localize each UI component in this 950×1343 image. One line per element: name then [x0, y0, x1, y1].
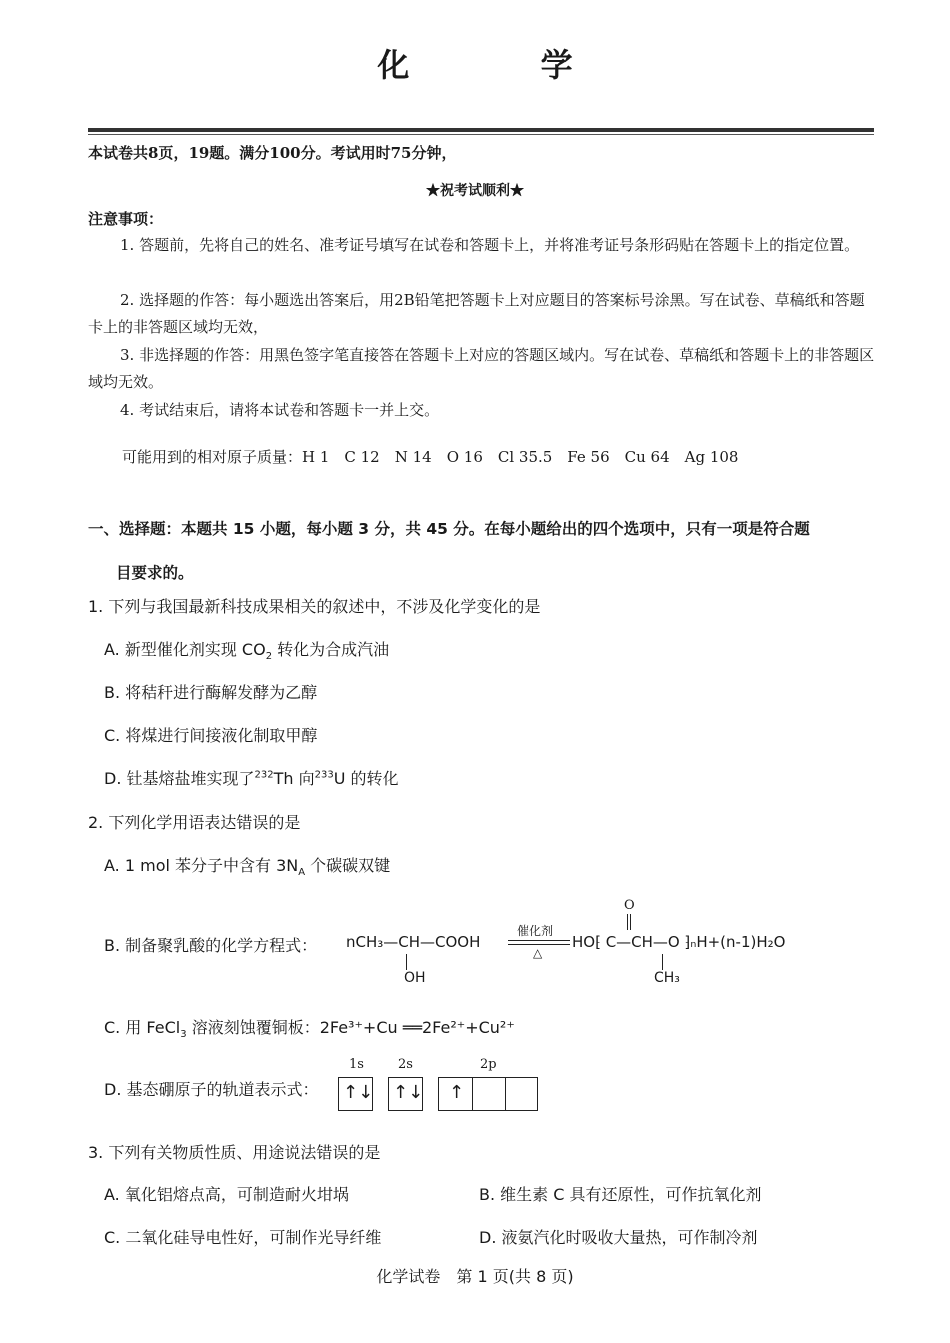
q2-b-ch3: CH₃ — [654, 970, 680, 986]
orbital-2p-label: 2p — [480, 1057, 497, 1072]
orbital-2s-electrons: ↑↓ — [393, 1082, 424, 1103]
question-3-stem: 3. 下列有关物质性质、用途说法错误的是 — [88, 1143, 381, 1162]
atomic-mass-line: 可能用到的相对原子质量：H 1 C 12 N 14 O 16 Cl 35.5 Fe 56 Cu 64 Ag 108 — [122, 448, 739, 466]
page-title: 化 学 — [377, 46, 633, 84]
q2-b-double-bond — [627, 914, 631, 930]
section-title-cont: 目要求的。 — [116, 564, 194, 582]
question-2-option-d-label: D. 基态硼原子的轨道表示式： — [104, 1080, 319, 1099]
question-3-option-a: A. 氧化铝熔点高，可制造耐火坩埚 — [104, 1185, 349, 1204]
q2-b-product: HO⁅ C—CH—O ⁆ₙH+(n-1)H₂O — [572, 933, 786, 951]
question-3-option-d: D. 液氨汽化时吸收大量热，可作制冷剂 — [479, 1228, 758, 1247]
orbital-2s-label: 2s — [398, 1057, 413, 1072]
header-rule-thin — [88, 134, 874, 135]
question-2-option-c — [104, 1015, 515, 1040]
orbital-1s-label: 1s — [349, 1057, 364, 1072]
notice-item-4: 4. 考试结束后，请将本试卷和答题卡一并上交。 — [120, 401, 440, 419]
exam-info: 本试卷共8页，19题。满分100分。考试用时75分钟， — [88, 144, 457, 162]
notice-title: 注意事项： — [88, 210, 164, 228]
orbital-2p-cell-2 — [473, 1078, 506, 1110]
section-title — [88, 507, 888, 595]
section-title-text: 一、选择题：本题共 15 小题，每小题 3 分，共 45 分。在每小题给出的四个选项中，只有一项是符合题 — [88, 520, 810, 538]
notice-item-1: 1. 答题前，先将自己的姓名、准考证号填写在试卷和答题卡上，并将准考证号条形码贴在答题卡上的指定位置。 — [120, 236, 860, 254]
q2-c-pre: C. 用 FeCl — [104, 1018, 181, 1037]
q2-a-sub: A — [298, 867, 306, 879]
q2-b-heat: △ — [533, 946, 543, 960]
q1-d-sup2: 233 — [314, 769, 334, 781]
q1-a-sub: 2 — [265, 651, 273, 663]
q1-d-sup1: 232 — [254, 769, 274, 781]
q2-b-catalyst: 催化剂 — [517, 924, 554, 938]
q2-b-arrow-line-bottom — [508, 944, 570, 945]
page-footer: 化学试卷 第 1 页(共 8 页) — [376, 1267, 574, 1286]
question-1-option-a — [104, 637, 389, 662]
q2-c-sub: 3 — [180, 1029, 187, 1041]
orbital-2p-cell-1 — [439, 1078, 473, 1110]
q2-a-pre: A. 1 mol 苯分子中含有 3N — [104, 856, 299, 875]
q2-b-reactant: nCH₃—CH—COOH — [346, 933, 481, 951]
q1-d-post: U 的转化 — [333, 769, 399, 788]
question-3-option-c: C. 二氧化硅导电性好，可制作光导纤维 — [104, 1228, 382, 1247]
q1-a-post: 转化为合成汽油 — [272, 640, 390, 659]
question-1-option-d — [104, 766, 399, 789]
question-1-option-b: B. 将秸秆进行酶解发酵为乙醇 — [104, 683, 318, 702]
notice-item-3: 3. 非选择题的作答：用黑色签字笔直接答在答题卡上对应的答题区域内。写在试卷、草稿纸和答题卡上的非答题区域均无效。 — [88, 346, 875, 391]
q1-a-pre: A. 新型催化剂实现 CO — [104, 640, 266, 659]
q2-b-ch3-bond — [662, 954, 663, 970]
orbital-2s-box — [388, 1077, 423, 1111]
question-2-option-a — [104, 853, 390, 878]
question-2-stem: 2. 下列化学用语表达错误的是 — [88, 813, 301, 832]
q2-c-post: 溶液刻蚀覆铜板：2Fe³⁺+Cu ══2Fe²⁺+Cu²⁺ — [186, 1018, 515, 1037]
q2-b-oh: OH — [404, 970, 426, 986]
q2-b-oh-bond — [406, 954, 407, 970]
orbital-2p-electron: ↑ — [449, 1082, 465, 1103]
question-1-option-c: C. 将煤进行间接液化制取甲醇 — [104, 726, 318, 745]
notice-item-2: 2. 选择题的作答：每小题选出答案后，用2B铅笔把答题卡上对应题目的答案标号涂黑。写在试卷、草稿纸和答题卡上的非答题区域均无效， — [88, 291, 865, 336]
q1-d-mid: Th 向 — [273, 769, 315, 788]
header-rule-thick — [88, 128, 874, 132]
q2-a-post: 个碳碳双键 — [305, 856, 391, 875]
question-2-option-b-label: B. 制备聚乳酸的化学方程式： — [104, 936, 318, 955]
q1-d-pre: D. 钍基熔盐堆实现了 — [104, 769, 255, 788]
orbital-1s-electrons: ↑↓ — [343, 1082, 374, 1103]
question-1-stem: 1. 下列与我国最新科技成果相关的叙述中，不涉及化学变化的是 — [88, 597, 541, 616]
orbital-2p-box — [438, 1077, 538, 1111]
good-luck-line: ★祝考试顺利★ — [426, 183, 524, 199]
question-3-option-b: B. 维生素 C 具有还原性，可作抗氧化剂 — [479, 1185, 762, 1204]
q2-b-o-top: O — [624, 898, 635, 913]
orbital-1s-box — [338, 1077, 373, 1111]
q2-b-arrow-line-top — [508, 940, 570, 941]
